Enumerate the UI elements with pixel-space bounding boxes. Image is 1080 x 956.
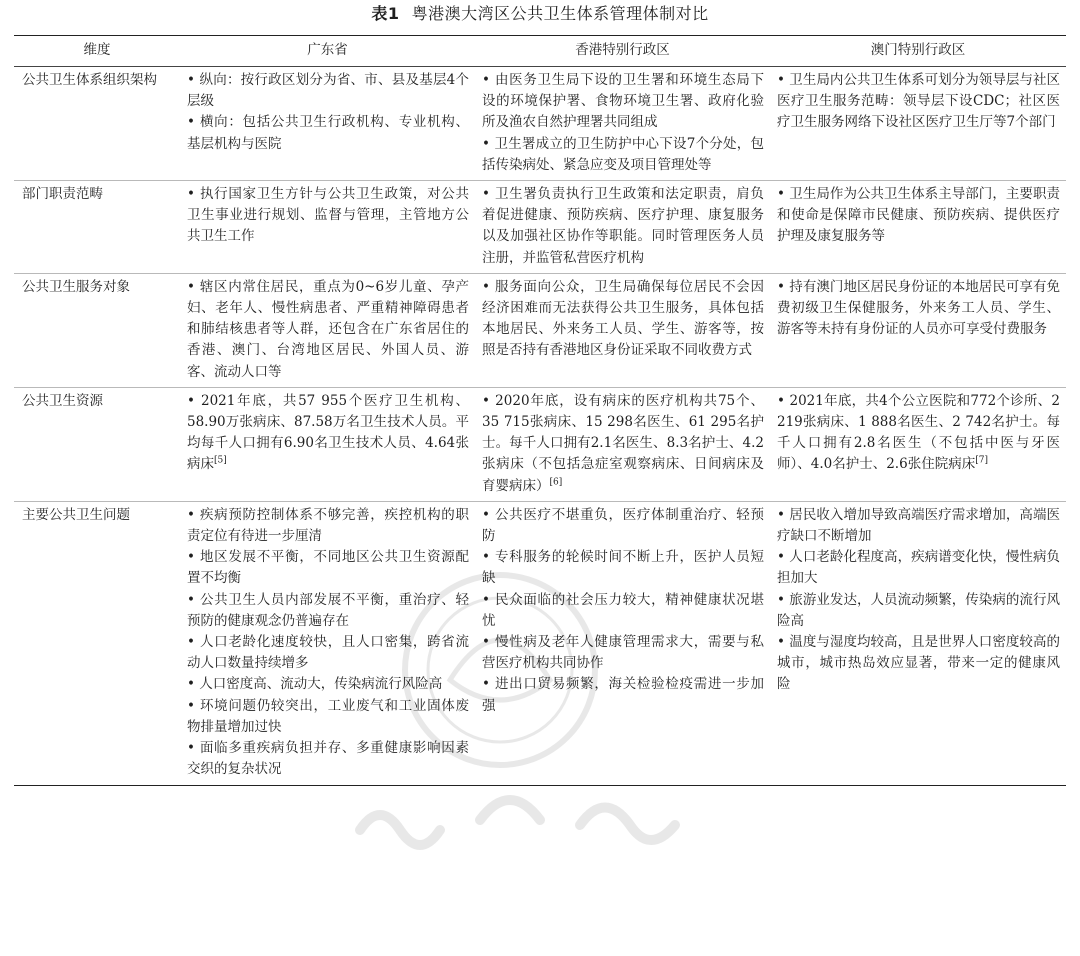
bullet-text: • 执行国家卫生方针与公共卫生政策，对公共卫生事业进行规划、监督与管理，主管地方公共卫生工作	[187, 186, 469, 245]
bullet-item	[187, 547, 469, 589]
bullet-item	[187, 184, 469, 248]
comparison-table	[14, 35, 1066, 786]
bullet-text: • 纵向：按行政区划分为省、市、县及基层4个层级	[187, 72, 469, 110]
bullet-item	[187, 505, 469, 547]
bullet-item	[482, 184, 764, 269]
row-dimension: 主要公共卫生问题	[14, 501, 180, 785]
bullet-text: • 人口老龄化速度较快，且人口密集，跨省流动人口数量持续增多	[187, 634, 469, 672]
bullet-item	[777, 590, 1060, 632]
header-dimension: 维度	[14, 36, 180, 67]
citation-ref: [6]	[549, 477, 563, 488]
bullet-item	[482, 674, 764, 716]
row-dimension: 公共卫生体系组织架构	[22, 72, 157, 88]
table-row	[14, 501, 1066, 785]
row-dimension: 公共卫生资源	[14, 387, 180, 501]
bullet-text: • 横向：包括公共卫生行政机构、专业机构、基层机构与医院	[187, 114, 469, 152]
cell-macau	[770, 273, 1066, 387]
bullet-item	[777, 277, 1060, 341]
bullet-item	[482, 590, 764, 632]
cell-macau	[770, 181, 1066, 274]
bullet-text: • 进出口贸易频繁，海关检验检疫需进一步加强	[482, 676, 764, 714]
bullet-text: • 持有澳门地区居民身份证的本地居民可享有免费初级卫生保健服务，外来务工人员、学生、游客等未持有身份证的人员亦可享受付费服务	[777, 278, 1060, 338]
bullet-item	[777, 547, 1060, 589]
bullet-text: • 地区发展不平衡，不同地区公共卫生资源配置不均衡	[187, 549, 469, 587]
bullet-text: • 慢性病及老年人健康管理需求大，需要与私营医疗机构共同协作	[482, 634, 764, 672]
bullet-item	[482, 277, 764, 362]
bullet-text: • 民众面临的社会压力较大，精神健康状况堪忧	[482, 591, 764, 629]
header-macau: 澳门特别行政区	[770, 36, 1066, 67]
table-row	[14, 387, 1066, 501]
cell-macau	[770, 501, 1066, 785]
header-guangdong: 广东省	[180, 36, 475, 67]
bullet-item	[777, 184, 1060, 248]
row-dimension: 部门职责范畴	[14, 181, 180, 274]
cell-hongkong	[475, 181, 770, 274]
bullet-item	[482, 70, 764, 134]
cell-hongkong	[475, 67, 770, 181]
bullet-text: • 公共医疗不堪重负，医疗体制重治疗、轻预防	[482, 506, 764, 545]
bullet-text: • 温度与湿度均较高，且是世界人口密度较高的城市，城市热岛效应显著，带来一定的健康风险	[777, 634, 1060, 693]
bullet-text: • 2021年底，共57 955个医疗卫生机构、58.90万张病床、87.58万名卫生技术人员。平均每千人口拥有6.90名卫生技术人员、4.64张病床	[187, 392, 469, 473]
bullet-text: • 人口密度高、流动大，传染病流行风险高	[187, 676, 443, 693]
bullet-text: • 旅游业发达，人员流动频繁，传染病的流行风险高	[777, 591, 1060, 629]
bullet-text: • 面临多重疾病负担并存、多重健康影响因素交织的复杂状况	[187, 740, 469, 778]
citation-ref: [7]	[975, 455, 988, 466]
bullet-item	[187, 590, 469, 632]
cell-hongkong	[475, 501, 770, 785]
cell-macau	[770, 387, 1066, 501]
bullet-item	[482, 547, 764, 589]
bullet-text: • 服务面向公众，卫生局确保每位居民不会因经济困难而无法获得公共卫生服务，具体包括本地居民、外来务工人员、学生、游客等，按照是否持有香港地区身份证采取不同收费方式	[482, 278, 764, 359]
table-row	[14, 67, 1066, 181]
table-title: 粤港澳大湾区公共卫生体系管理体制对比	[411, 4, 709, 23]
bullet-item	[482, 632, 764, 674]
bullet-text: • 2020年底，设有病床的医疗机构共75个、35 715张病床、15 298名医生、61 295名护士。每千人口拥有2.1名医生、8.3名护士、4.2张病床（不包括急症室观察病床、日间病床及育婴病床）	[482, 392, 764, 494]
cell-hongkong	[475, 273, 770, 387]
cell-guangdong	[180, 67, 475, 181]
bullet-item	[777, 70, 1060, 134]
bullet-text: • 卫生局内公共卫生体系可划分为领导层与社区医疗卫生服务范畴：领导层下设CDC；社区医疗卫生服务网络下设社区医疗卫生厅等7个部门	[777, 72, 1060, 131]
bullet-text: • 2021年底，共4个公立医院和772个诊所、2 219张病床、1 888名医生、2 742名护士。每千人口拥有2.8名医生（不包括中医与牙医师）、4.0名护士、2.6张住院病床	[777, 392, 1060, 473]
cell-guangdong	[180, 387, 475, 501]
bullet-item	[187, 391, 469, 476]
bullet-item	[482, 134, 764, 176]
cell-guangdong	[180, 273, 475, 387]
bullet-item	[482, 391, 764, 497]
bullet-item	[187, 674, 469, 695]
bullet-item	[777, 632, 1060, 696]
cell-macau	[770, 67, 1066, 181]
bullet-text: • 卫生局作为公共卫生体系主导部门，主要职责和使命是保障市民健康、预防疾病、提供医疗护理及康复服务等	[777, 186, 1060, 245]
header-hongkong: 香港特别行政区	[475, 36, 770, 67]
table-row	[14, 273, 1066, 387]
bullet-item	[187, 696, 469, 738]
bullet-item	[777, 505, 1060, 547]
bullet-item	[187, 112, 469, 154]
row-dimension: 公共卫生服务对象	[14, 273, 180, 387]
table-number: 表1	[371, 4, 400, 23]
cell-guangdong	[180, 181, 475, 274]
bullet-text: • 环境问题仍较突出，工业废气和工业固体废物排量增加过快	[187, 697, 469, 735]
bullet-item	[482, 505, 764, 547]
bullet-text: • 由医务卫生局下设的卫生署和环境生态局下设的环境保护署、食物环境卫生署、政府化验所及渔农自然护理署共同组成	[482, 72, 764, 131]
bullet-item	[777, 391, 1060, 476]
bullet-text: • 辖区内常住居民，重点为0~6岁儿童、孕产妇、老年人、慢性病患者、严重精神障碍患者和肺结核患者等人群，还包含在广东省居住的香港、澳门、台湾地区居民、外国人员、游客、流动人口等	[187, 278, 469, 380]
bullet-text: • 居民收入增加导致高端医疗需求增加，高端医疗缺口不断增加	[777, 506, 1060, 545]
bullet-text: • 专科服务的轮候时间不断上升，医护人员短缺	[482, 549, 764, 587]
table-row	[14, 181, 1066, 274]
table-header-row	[14, 36, 1066, 67]
cell-hongkong	[475, 387, 770, 501]
bullet-item	[187, 738, 469, 780]
bullet-item	[187, 70, 469, 112]
table-caption	[0, 2, 1080, 26]
bullet-text: • 卫生署负责执行卫生政策和法定职责，肩负着促进健康、预防疾病、医疗护理、康复服务以及加强社区协作等职能。同时管理医务人员注册，并监管私营医疗机构	[482, 186, 764, 266]
bullet-text: • 疾病预防控制体系不够完善，疾控机构的职责定位有待进一步厘清	[187, 506, 469, 545]
bullet-item	[187, 632, 469, 674]
bullet-item	[187, 277, 469, 383]
citation-ref: [5]	[214, 455, 227, 466]
table-body	[14, 67, 1066, 786]
bullet-text: • 公共卫生人员内部发展不平衡，重治疗、轻预防的健康观念仍普遍存在	[187, 591, 469, 629]
bullet-text: • 人口老龄化程度高，疾病谱变化快，慢性病负担加大	[777, 549, 1060, 587]
bullet-text: • 卫生署成立的卫生防护中心下设7个分处，包括传染病处、紧急应变及项目管理处等	[482, 135, 764, 173]
cell-guangdong	[180, 501, 475, 785]
